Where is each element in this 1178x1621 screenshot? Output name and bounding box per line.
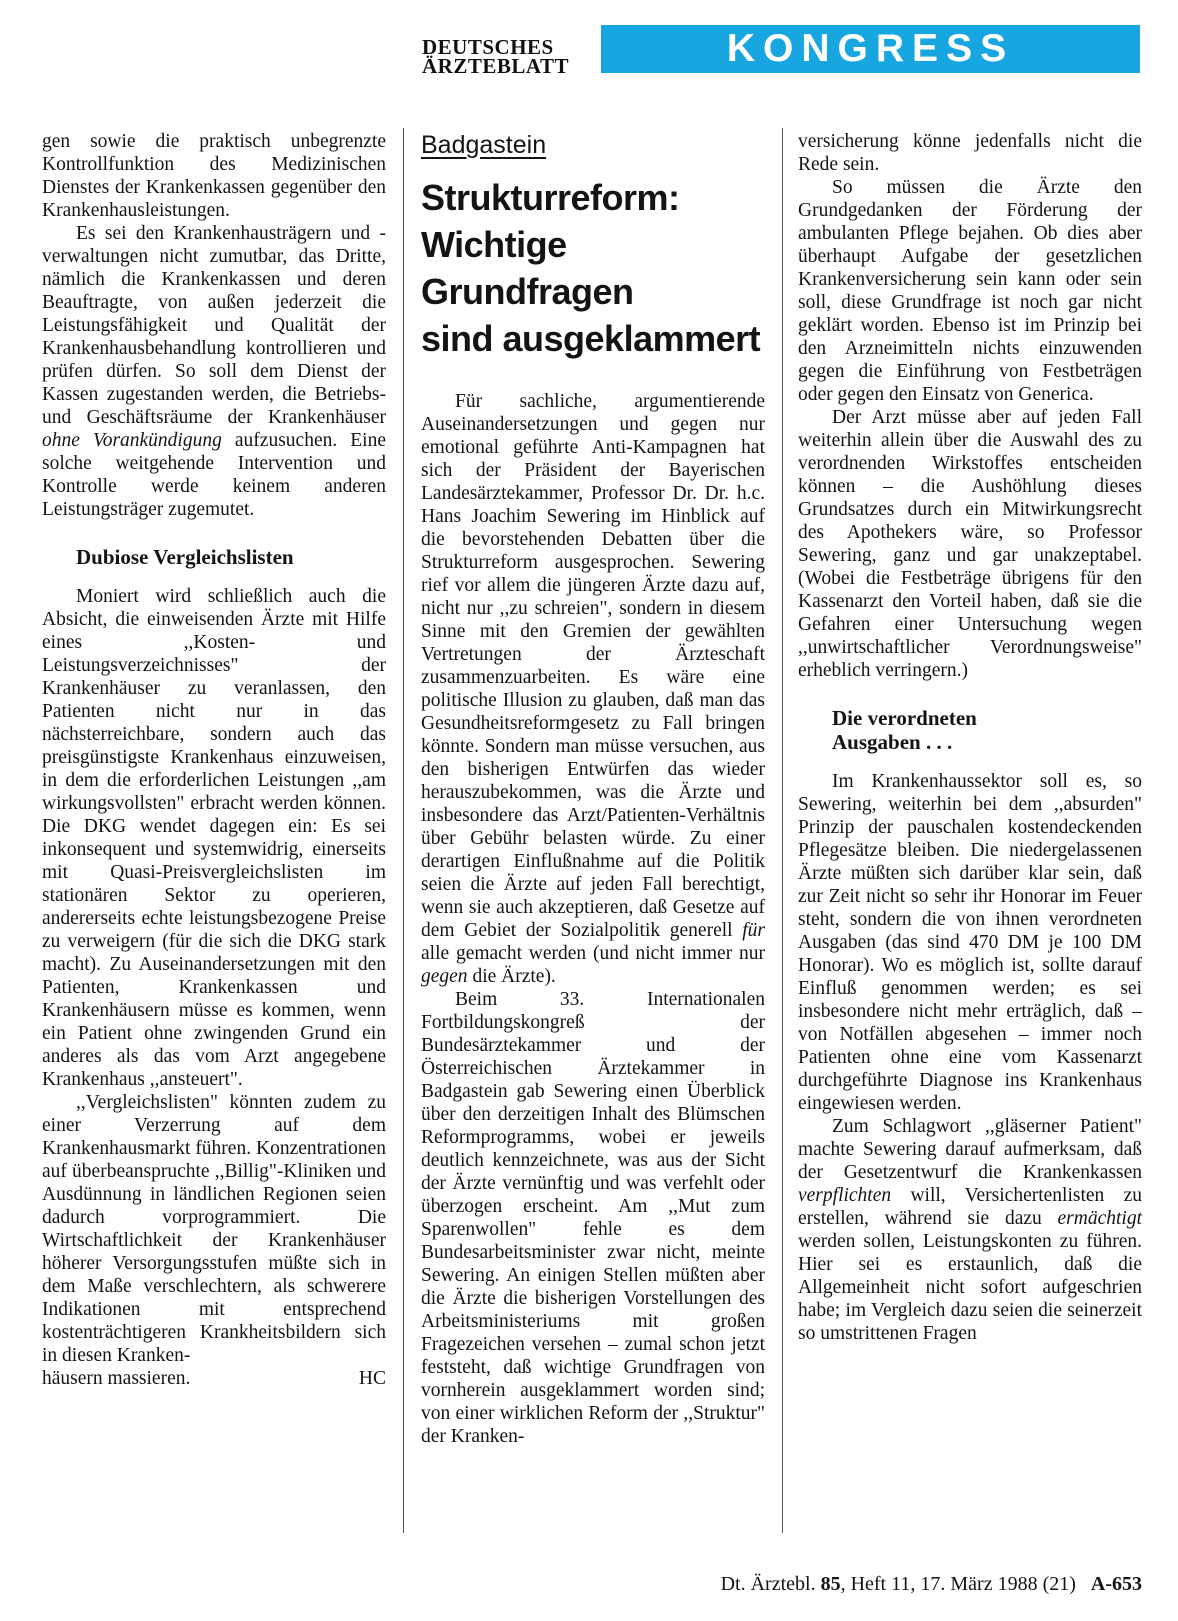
text-run: werden sollen, Leistungskonten zu führen. Hier sei es erstaunlich, daß die Allgemeinheit nicht sofort aufgeschrien habe; im Vergleich dazu seien die seinerzeit so umstrittenen Fragen	[798, 1231, 1142, 1344]
subheading-line: Die verordneten	[832, 706, 977, 730]
text-run: Für sachliche, argumentierende Auseinandersetzungen und gegen nur emotional geführte Anti-Kampagnen hat sich der Präsident der Bayerischen Landesärztekammer, Professor Dr. Dr. h.c. Hans Joachim Sewering im Hinblick auf die bevorstehenden Debatten über die Strukturreform ausgesprochen. Sewering rief vor allem die jüngeren Ärzte dazu auf, nicht nur ,,zu schreien", sondern in diesem Sinne mit den Gremien der gewählten Vertretungen der Ärzteschaft zusammenzuarbeiten. Es wäre eine politische Illusion zu glauben, daß man das Gesundheitsreformgesetz zu Fall bringen könnte. Sondern man müsse versuchen, aus den bisherigen Entwürfen das wieder herauszubekommen, was die Ärzte und insbesondere das Arzt/Patienten-Verhältnis über Gebühr belasten würde. Zu einer derartigen Einflußnahme auf die Politik seien die Ärzte auf jeden Fall berechtigt, wenn sie auch akzeptieren, daß Gesetze auf dem Gebiet der Sozialpolitik generell	[421, 391, 765, 941]
column-1	[42, 130, 386, 1390]
column-divider	[403, 128, 404, 1533]
text-run: will, Versichertenlisten zu erstellen, während sie dazu	[798, 1185, 1142, 1229]
paragraph: ,,Vergleichslisten" könnten zudem zu einer Verzerrung auf dem Krankenhausmarkt führen. Konzentrationen auf überbeanspruchte ,,Billig"-Kliniken und Ausdünnung in ländlichen Regionen seien dadurch vorprogrammiert. Die Wirtschaftlichkeit der Krankenhäuser höherer Versorgungsstufen müßte sich in dem Maße verschlechtern, als schwerere Indikationen mit entsprechend kostenträchtigeren Krankheitsbildern sich in diesen Kranken-	[42, 1092, 386, 1366]
emphasis: verpflichten	[798, 1185, 892, 1206]
text-run: aufzusuchen. Eine solche weitgehende Intervention und Kontrolle werde keinem anderen Leistungsträger zugemutet.	[42, 430, 387, 520]
subheading: Dubiose Vergleichslisten	[76, 545, 294, 569]
subheading	[832, 706, 1142, 754]
emphasis: ohne Vorankündigung	[42, 430, 222, 451]
paragraph: versicherung könne jedenfalls nicht die Rede sein.	[798, 131, 1142, 175]
page-number: A-653	[1090, 1573, 1142, 1595]
page-footer	[640, 1572, 1142, 1596]
article-headline	[421, 174, 765, 362]
paragraph: Im Krankenhaussektor soll es, so Sewering, weiterhin bei dem ,,absurden" Prinzip der pauschalen kostendeckenden Pflegesätze bleiben. Die niedergelassenen Ärzte müßten sich darüber klar sein, daß zur Zeit nicht so sehr ihr Honorar im Feuer steht, sondern die von ihnen verordneten Ausgaben (das sind 470 DM je 100 DM Honorar). Wo es möglich ist, sollte darauf Einfluß genommen werden; es sei insbesondere nicht mehr erträglich, daß – von Notfällen abgesehen – immer noch Patienten ohne eine vom Kassenarzt durchgeführte Diagnose ins Krankenhaus eingewiesen werden.	[798, 771, 1142, 1114]
paragraph: Moniert wird schließlich auch die Absicht, die einweisenden Ärzte mit Hilfe eines ,,Kosten- und Leistungsverzeichnisses" der Krankenhäuser zu veranlassen, den Patienten nicht nur in das nächsterreichbare, sondern auch das preisgünstigste Krankenhaus einzuweisen, in dem die erforderlichen Leistungen ,,am wirkungsvollsten" erbracht werden können. Die DKG wendet dagegen ein: Es sei inkonsequent und systemwidrig, einerseits mit Quasi-Preisvergleichslisten im stationären Sektor zu operieren, andererseits echte leistungsbezogene Preise zu verweigern (für die sich die DKG stark macht). Zu Auseinandersetzungen mit den Patienten, Krankenkassen und Krankenhäusern müsse es kommen, wenn ein Patient ohne zwingenden Grund ein anderes als das vom Arzt angegebene Krankenhaus ,,ansteuert".	[42, 586, 386, 1090]
text-run: Zum Schlagwort ,,gläserner Patient" machte Sewering darauf aufmerksam, daß der Gesetzentwurf die Krankenkassen	[798, 1116, 1142, 1183]
author-signature: HC	[358, 1368, 386, 1389]
headline-line: sind ausgeklammert	[421, 318, 761, 359]
paragraph	[42, 222, 386, 521]
column-divider	[782, 128, 783, 1533]
article-kicker: Badgastein	[421, 131, 547, 159]
headline-line: Strukturreform:	[421, 177, 680, 218]
text-run: häusern massieren.	[42, 1368, 191, 1389]
emphasis: gegen	[421, 966, 468, 987]
column-3	[798, 130, 1142, 1345]
paragraph: Beim 33. Internationalen Fortbildungskongreß der Bundesärztekammer und der Österreichischen Ärztekammer in Badgastein gab Sewering einen Überblick über den derzeitigen Inhalt des Blümschen Reformprogramms, wobei er jeweils deutlich kennzeichnete, was aus der Sicht der Ärzte vernünftig und was verfehlt oder überzogen erscheint. Am ,,Mut zum Sparenwollen" fehle es dem Bundesarbeitsminister zwar nicht, meinte Sewering. An einigen Stellen müßten aber die Ärzte die bisherigen Vorstellungen des Arbeitsministeriums mit großen Fragezeichen versehen – zumal schon jetzt feststeht, daß wichtige Grundfragen von vornherein ausgeklammert worden sind; von einer wirklichen Reform der ,,Struktur" der Kranken-	[421, 989, 765, 1447]
emphasis: ermächtigt	[1057, 1208, 1142, 1229]
volume-number: 85	[820, 1573, 841, 1595]
subheading-line: Ausgaben . . .	[832, 730, 953, 754]
paragraph: So müssen die Ärzte den Grundgedanken der Förderung der ambulanten Pflege bejahen. Ob dies aber überhaupt Aufgabe der gesetzlichen Krankenversicherung sein kann oder sein soll, diese Grundfrage ist noch gar nicht geklärt worden. Ebenso ist im Prinzip bei den Arzneimitteln nichts einzuwenden gegen die Einführung von Festbeträgen oder gegen den Einsatz von Generica.	[798, 177, 1142, 405]
headline-line: Wichtige Grundfragen	[421, 224, 634, 312]
journal-logo	[422, 35, 592, 78]
text-run: Es sei den Krankenhausträgern und -verwaltungen nicht zumutbar, das Dritte, nämlich die Krankenkassen und deren Beauftragte, von außen jederzeit die Leistungsfähigkeit und Qualität der Krankenhausbehandlung kontrollieren und prüfen dürfen. So soll dem Dienst der Kassen zugestanden werden, die Betriebs- und Geschäftsräume der Krankenhäuser	[42, 223, 386, 428]
section-banner: KONGRESS AKTUELL	[601, 25, 1140, 73]
paragraph	[798, 1115, 1142, 1345]
logo-line-1: DEUTSCHES	[422, 35, 554, 59]
paragraph	[421, 390, 765, 988]
text-run: die Ärzte).	[472, 966, 556, 987]
citation-details: , Heft 11, 17. März 1988 (21)	[840, 1573, 1076, 1595]
paragraph-end	[42, 1367, 386, 1390]
citation-prefix: Dt. Ärztebl.	[720, 1573, 816, 1595]
logo-line-2: ÄRZTEBLATT	[422, 54, 569, 78]
paragraph: Der Arzt müsse aber auf jeden Fall weiterhin allein über die Auswahl des zu verordnenden Wirkstoffes entscheiden können – die Aushöhlung dieses Grundsatzes durch ein Mitwirkungsrecht des Apothekers wäre, so Professor Sewering, ganz und gar unakzeptabel. (Wobei die Festbeträge übrigens für den Kassenarzt den Vorteil haben, daß sie die Gefahren einer Untersuchung wegen ,,unwirtschaftlicher Verordnungsweise" erheblich verringern.)	[798, 407, 1142, 681]
column-2	[421, 130, 765, 1448]
emphasis: für	[742, 920, 766, 941]
paragraph: gen sowie die praktisch unbegrenzte Kontrollfunktion des Medizinischen Dienstes der Krankenkassen gegenüber den Krankenhausleistungen.	[42, 131, 386, 221]
text-run: alle gemacht werden (und nicht immer nur	[421, 943, 765, 964]
